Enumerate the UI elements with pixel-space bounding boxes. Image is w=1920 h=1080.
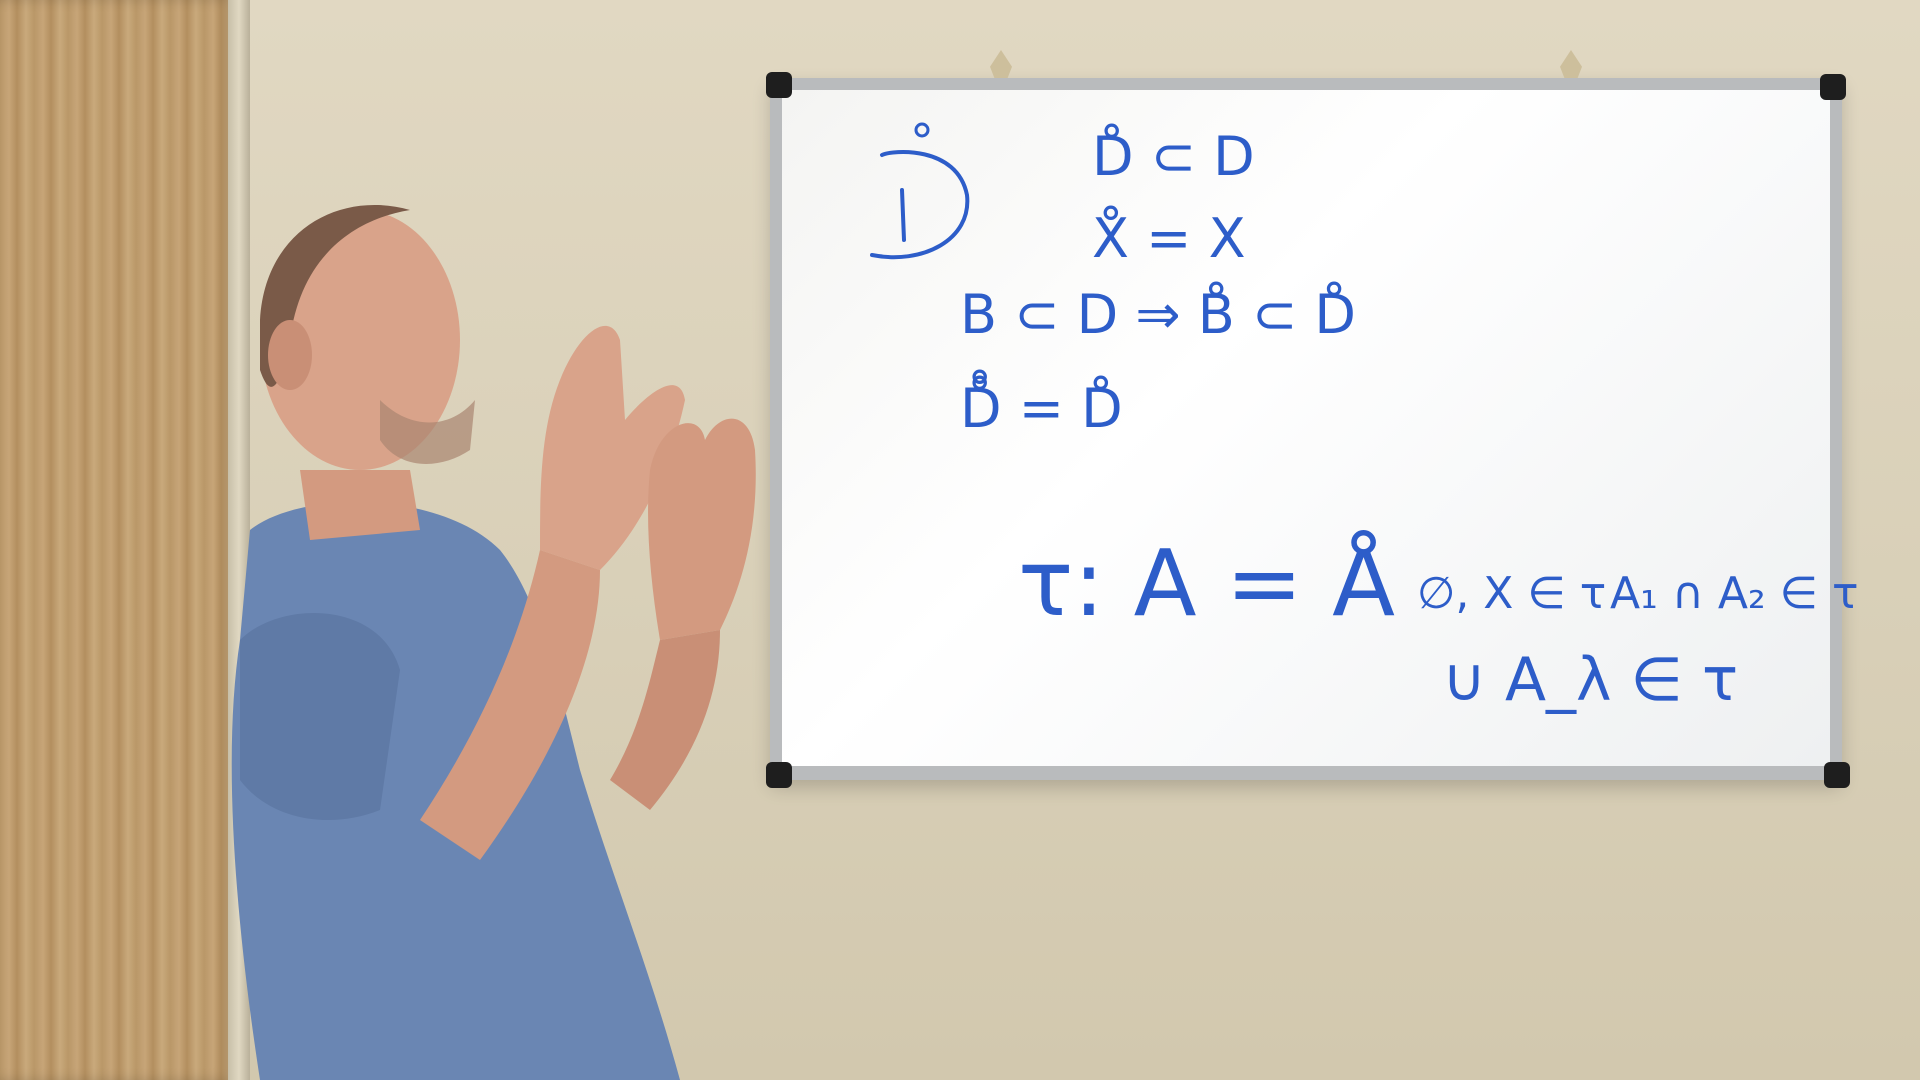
lecturer [180,170,820,1080]
board-line-topology-definition: τ: A = Å [1018,530,1396,637]
board-line-interior-subset: D̊ ⊂ D [1092,125,1255,188]
board-line-idempotence: D̊̊ = D̊ [960,377,1123,440]
board-line-union: ∪ A_λ ∈ τ [1442,645,1739,715]
board-corner [1824,762,1850,788]
board-line-intersection: A₁ ∩ A₂ ∈ τ [1610,568,1859,619]
whiteboard [770,78,1859,780]
board-corner [766,72,792,98]
board-line-empty-and-whole: ∅, X ∈ τ [1417,568,1607,619]
board-line-monotonicity: B ⊂ D ⇒ B̊ ⊂ D̊ [960,283,1356,346]
lecturer-forearm [610,630,720,810]
board-corner [1820,74,1846,100]
lecturer-sleeve [240,613,400,820]
lecturer-right-hand [648,419,756,640]
interior-symbol-drawing [862,120,992,270]
lecturer-ear [268,320,312,390]
whiteboard-surface [782,90,1859,766]
lecturer-neck [300,470,420,540]
board-line-interior-of-space: X̊ = X [1092,207,1246,270]
